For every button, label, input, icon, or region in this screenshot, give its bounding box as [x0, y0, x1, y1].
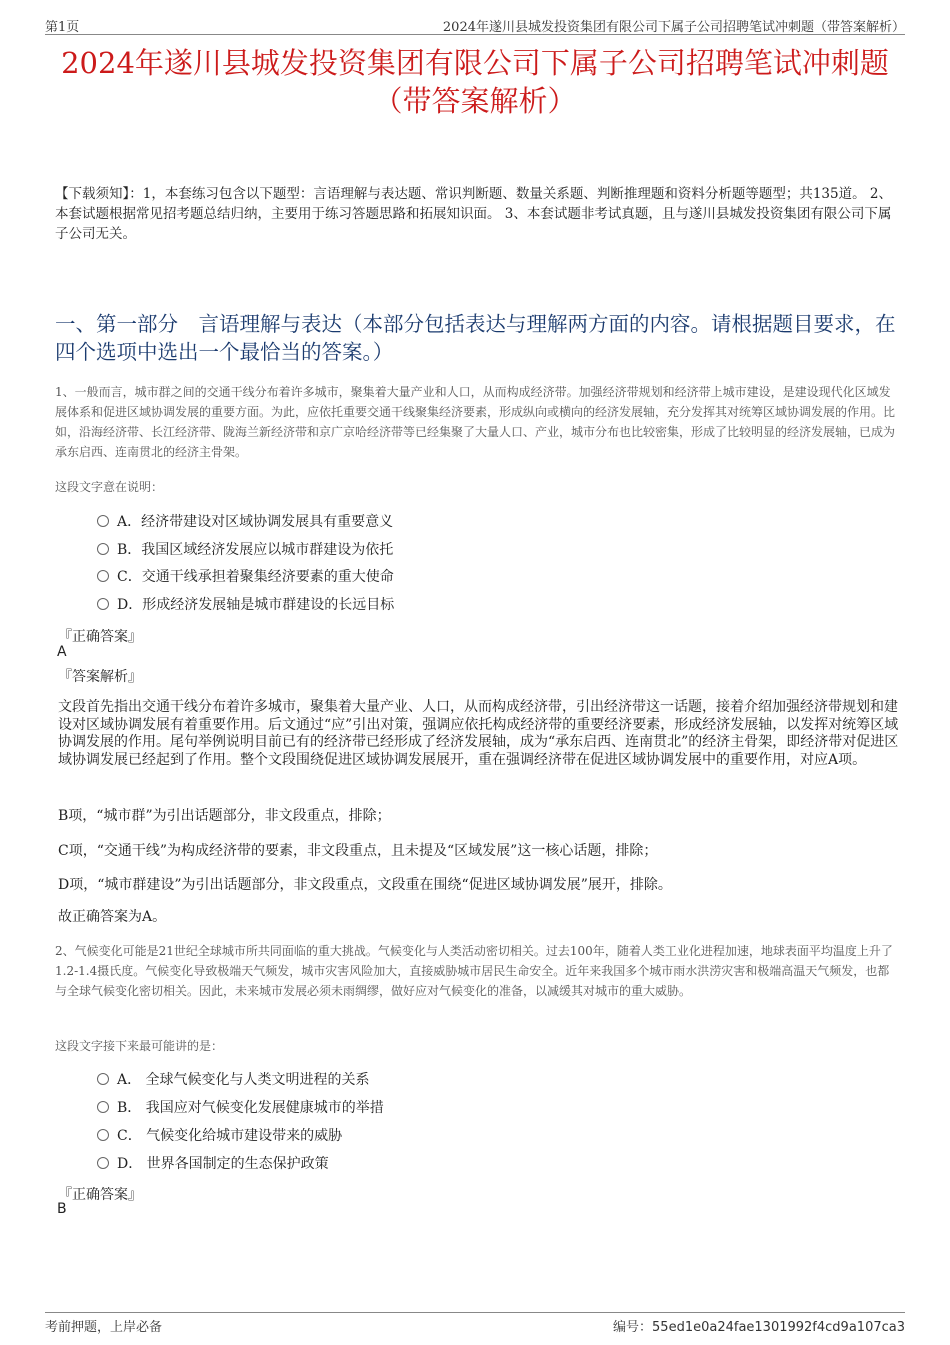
question-2-prompt: 这段文字接下来最可能讲的是：	[55, 1039, 224, 1053]
correct-answer-label: 『正确答案』	[58, 1187, 142, 1203]
option-label: D．形成经济发展轴是城市群建设的长远目标	[117, 597, 395, 613]
option-label: B．我国区域经济发展应以城市群建设为依托	[117, 542, 394, 558]
question-2-option-a[interactable]	[97, 1070, 370, 1090]
question-1-analysis-c: C项，“交通干线”为构成经济带的要素，非文段重点，且未提及“区域发展”这一核心话题，排除；	[58, 843, 658, 859]
radio-icon[interactable]	[97, 543, 109, 555]
header-doc-title: 2024年遂川县城发投资集团有限公司下属子公司招聘笔试冲刺题（带答案解析）	[442, 20, 905, 35]
question-1-answer: A	[57, 644, 67, 660]
question-1-analysis-b: B项，“城市群”为引出话题部分，非文段重点，排除；	[58, 808, 391, 824]
option-label: D． 世界各国制定的生态保护政策	[117, 1156, 329, 1172]
question-1-analysis: 文段首先指出交通干线分布着许多城市，聚集着大量产业、人口，从而构成经济带，引出经济带这一话题，接着介绍加强经济带规划和建设对区域协调发展有着重要作用。后文通过“应”引出对策，强调应依托构成经济带的重要经济要素，形成经济发展轴，以发挥对统筹区域协调发展的作用。尾句举例说明目前已有的经济带已经形成了经济发展轴，成为“承东启西、连南贯北”的经济主骨架，即经济带对促进区域协调发展已经起到了作用。整个文段围绕促进区域协调发展展开，重在强调经济带在促进区域协调发展中的重要作用，对应A项。	[58, 699, 899, 768]
option-label: B． 我国应对气候变化发展健康城市的举措	[117, 1100, 384, 1116]
section-heading: 一、第一部分 言语理解与表达（本部分包括表达与理解两方面的内容。请根据题目要求，在四个选项中选出一个最恰当的答案。）	[55, 312, 896, 364]
question-1-option-b[interactable]	[97, 540, 393, 560]
question-1-option-d[interactable]	[97, 595, 394, 615]
page-number: 第1页	[45, 20, 80, 35]
footer-code	[613, 1316, 905, 1335]
question-1-conclusion: 故正确答案为A。	[58, 909, 167, 925]
radio-icon[interactable]	[97, 570, 109, 582]
question-1-option-a[interactable]	[97, 512, 393, 532]
download-notice: 【下载须知】：1，本套练习包含以下题型：言语理解与表达题、常识判断题、数量关系题、判断推理题和资料分析题等题型；共135道。 2、本套试题根据常见招考题总结归纳，主要用于练习答题思路和拓展知识面。 3、本套试题非考试真题，且与遂川县城发投资集团有限公司下属子公司无关。	[55, 186, 892, 242]
code-label: 编号：	[613, 1320, 653, 1335]
radio-icon[interactable]	[97, 1129, 109, 1141]
footer-slogan: 考前押题，上岸必备	[45, 1320, 163, 1335]
radio-icon[interactable]	[97, 1101, 109, 1113]
question-2-option-b[interactable]	[97, 1098, 384, 1118]
page-footer	[45, 1312, 905, 1335]
document-title: 2024年遂川县城发投资集团有限公司下属子公司招聘笔试冲刺题（带答案解析）	[61, 46, 889, 118]
option-label: A． 全球气候变化与人类文明进程的关系	[117, 1072, 370, 1088]
radio-icon[interactable]	[97, 1073, 109, 1085]
page-header	[45, 14, 905, 35]
question-2-option-c[interactable]	[97, 1126, 342, 1146]
question-2-option-d[interactable]	[97, 1154, 329, 1174]
question-1-option-c[interactable]	[97, 567, 394, 587]
question-1-text: 1、一般而言，城市群之间的交通干线分布着许多城市，聚集着大量产业和人口，从而构成经济带。加强经济带规划和经济带上城市建设，是建设现代化区域发展体系和促进区域协调发展的重要方面。为此，应依托重要交通干线聚集经济要素，形成纵向或横向的经济发展轴，充分发挥其对统筹区域协调发展的作用。比如，沿海经济带、长江经济带、陇海兰新经济带和京广京哈经济带等已经集聚了大量人口、产业，城市分布也比较密集，形成了比较明显的经济发展轴，已成为承东启西、连南贯北的经济主骨架。	[55, 385, 896, 459]
question-1-analysis-d: D项，“城市群建设”为引出话题部分，非文段重点，文段重在围绕“促进区域协调发展”展开，排除。	[58, 877, 672, 893]
analysis-label: 『答案解析』	[58, 669, 142, 685]
question-2-text: 2、气候变化可能是21世纪全球城市所共同面临的重大挑战。气候变化与人类活动密切相关。过去100年，随着人类工业化进程加速，地球表面平均温度上升了1.2-1.4摄氏度。气候变化导致极端天气频发，城市灾害风险加大，直接威胁城市居民生命安全。近年来我国多个城市雨水洪涝灾害和极端高温天气频发，也都与全球气候变化密切相关。因此，未来城市发展必须未雨绸缪，做好应对气候变化的准备，以减缓其对城市的重大威胁。	[55, 944, 893, 998]
radio-icon[interactable]	[97, 1157, 109, 1169]
option-label: A．经济带建设对区域协调发展具有重要意义	[117, 514, 394, 530]
question-2-answer: B	[57, 1201, 67, 1217]
correct-answer-label: 『正确答案』	[58, 629, 142, 645]
code-value: 55ed1e0a24fae1301992f4cd9a107ca3	[652, 1320, 905, 1335]
question-1-prompt: 这段文字意在说明：	[55, 480, 164, 494]
radio-icon[interactable]	[97, 598, 109, 610]
radio-icon[interactable]	[97, 515, 109, 527]
option-label: C．交通干线承担着聚集经济要素的重大使命	[117, 569, 394, 585]
option-label: C． 气候变化给城市建设带来的威胁	[117, 1128, 343, 1144]
